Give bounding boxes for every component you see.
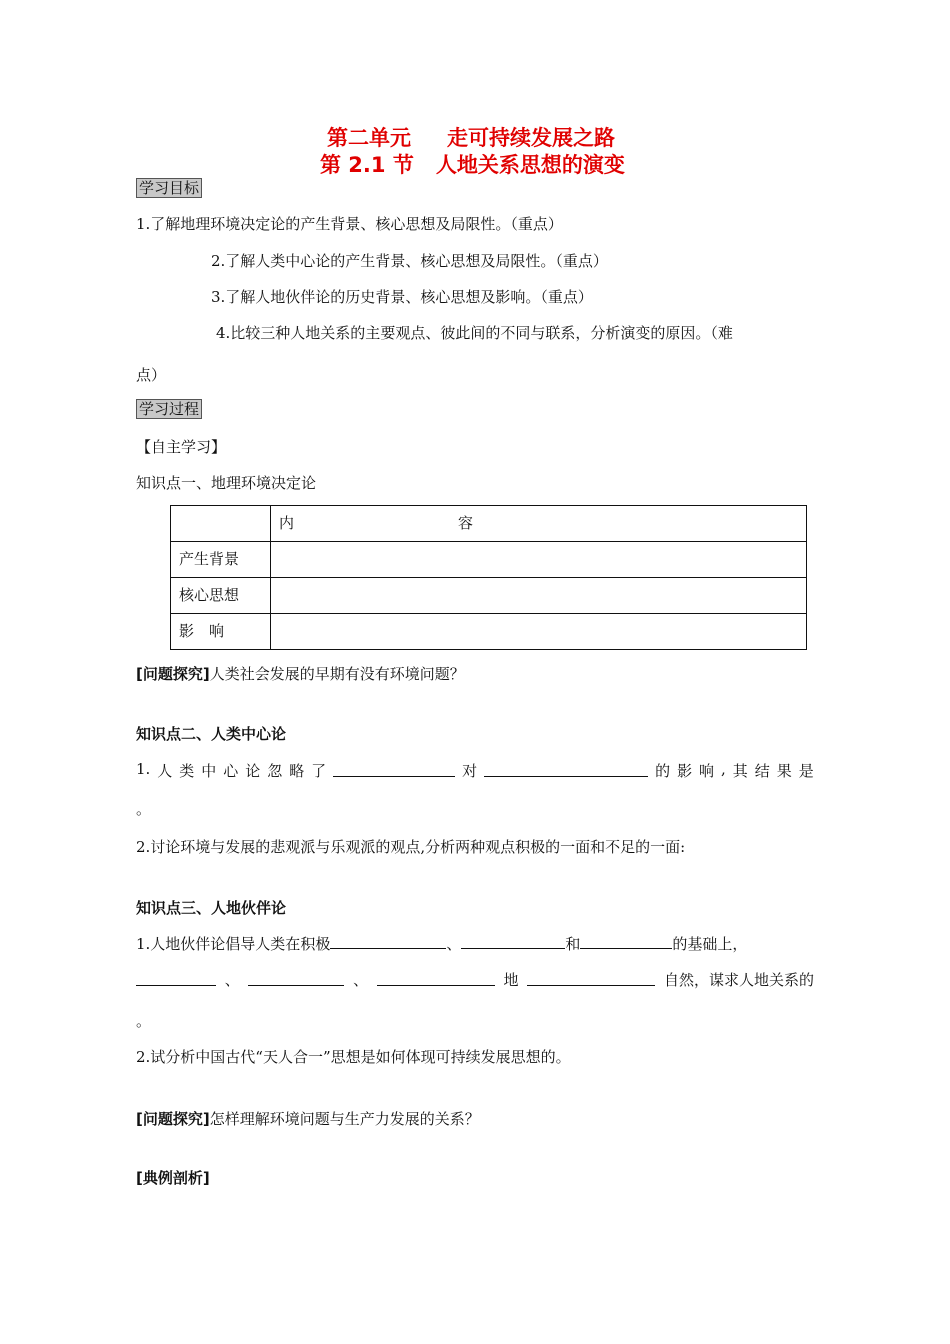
kp2-item-1: 1. 人 类 中 心 论 忽 略 了 对 的 影 响 , 其 结 果 是 [136,760,814,780]
kp3-item-1-line2: 、 、 地 自然，谋求人地关系的 [136,969,814,990]
row-label-core-idea: 核心思想 [171,578,271,614]
inquiry-tag: [问题探究] [136,665,210,683]
kp2-item-1-tail: 。 [136,800,152,818]
inquiry-question-2 [136,1108,480,1129]
goal-item-1: 1.了解地理环境决定论的产生背景、核心思想及局限性。（重点） [136,215,563,233]
table-header-content: 内 容 [271,506,807,542]
kp3-item-2: 2.试分析中国古代“天人合一”思想是如何体现可持续发展思想的。 [136,1048,571,1066]
section-title [320,149,625,179]
goal-item-4: 4.比较三种人地关系的主要观点、彼此间的不同与联系，分析演变的原因。（难 [216,324,733,342]
row-label-background: 产生背景 [171,542,271,578]
table-cell[interactable] [271,578,807,614]
self-study-label: 【自主学习】 [136,438,227,456]
goal-item-4-tail: 点） [136,366,167,384]
fill-blank[interactable] [333,760,455,777]
kp3-item-1-line1: 1.人地伙伴论倡导人类在积极 、 和 的基础上， [136,932,747,954]
section-name: 人地关系思想的演变 [435,153,625,177]
inquiry-text: 怎样理解环境问题与生产力发展的关系？ [209,1110,480,1128]
table-cell[interactable] [271,614,807,650]
table-row [171,614,807,650]
table-row [171,506,807,542]
knowledge-table [170,505,807,650]
knowledge-point-1: 知识点一、地理环境决定论 [136,474,317,492]
table-header-empty [171,506,271,542]
section-number: 第 2.1 节 [320,153,414,177]
fill-blank[interactable] [248,969,344,986]
kp2-item-2: 2.讨论环境与发展的悲观派与乐观派的观点,分析两种观点积极的一面和不足的一面: [136,838,686,856]
process-heading: 学习过程 [136,399,202,419]
goal-item-2: 2.了解人类中心论的产生背景、核心思想及局限性。（重点） [211,252,608,270]
example-analysis-heading: [典例剖析] [136,1169,210,1187]
table-row [171,578,807,614]
unit-title [327,122,615,152]
knowledge-point-2: 知识点二、人类中心论 [136,725,287,743]
inquiry-question-1 [136,663,465,684]
goal-item-3: 3.了解人地伙伴论的历史背景、核心思想及影响。（重点） [211,288,593,306]
inquiry-text: 人类社会发展的早期有没有环境问题？ [209,665,465,683]
fill-blank[interactable] [527,969,655,986]
kp3-item-1-tail: 。 [136,1012,152,1030]
unit-number: 第二单元 [327,126,411,150]
fill-blank[interactable] [136,969,216,986]
inquiry-tag: [问题探究] [136,1110,210,1128]
row-label-influence: 影 响 [171,614,271,650]
fill-blank[interactable] [580,932,672,949]
fill-blank[interactable] [377,969,495,986]
knowledge-point-3: 知识点三、人地伙伴论 [136,899,287,917]
fill-blank[interactable] [330,932,446,949]
goals-heading: 学习目标 [136,178,202,198]
table-cell[interactable] [271,542,807,578]
fill-blank[interactable] [484,760,648,777]
unit-name: 走可持续发展之路 [447,126,615,150]
fill-blank[interactable] [461,932,565,949]
table-row [171,542,807,578]
